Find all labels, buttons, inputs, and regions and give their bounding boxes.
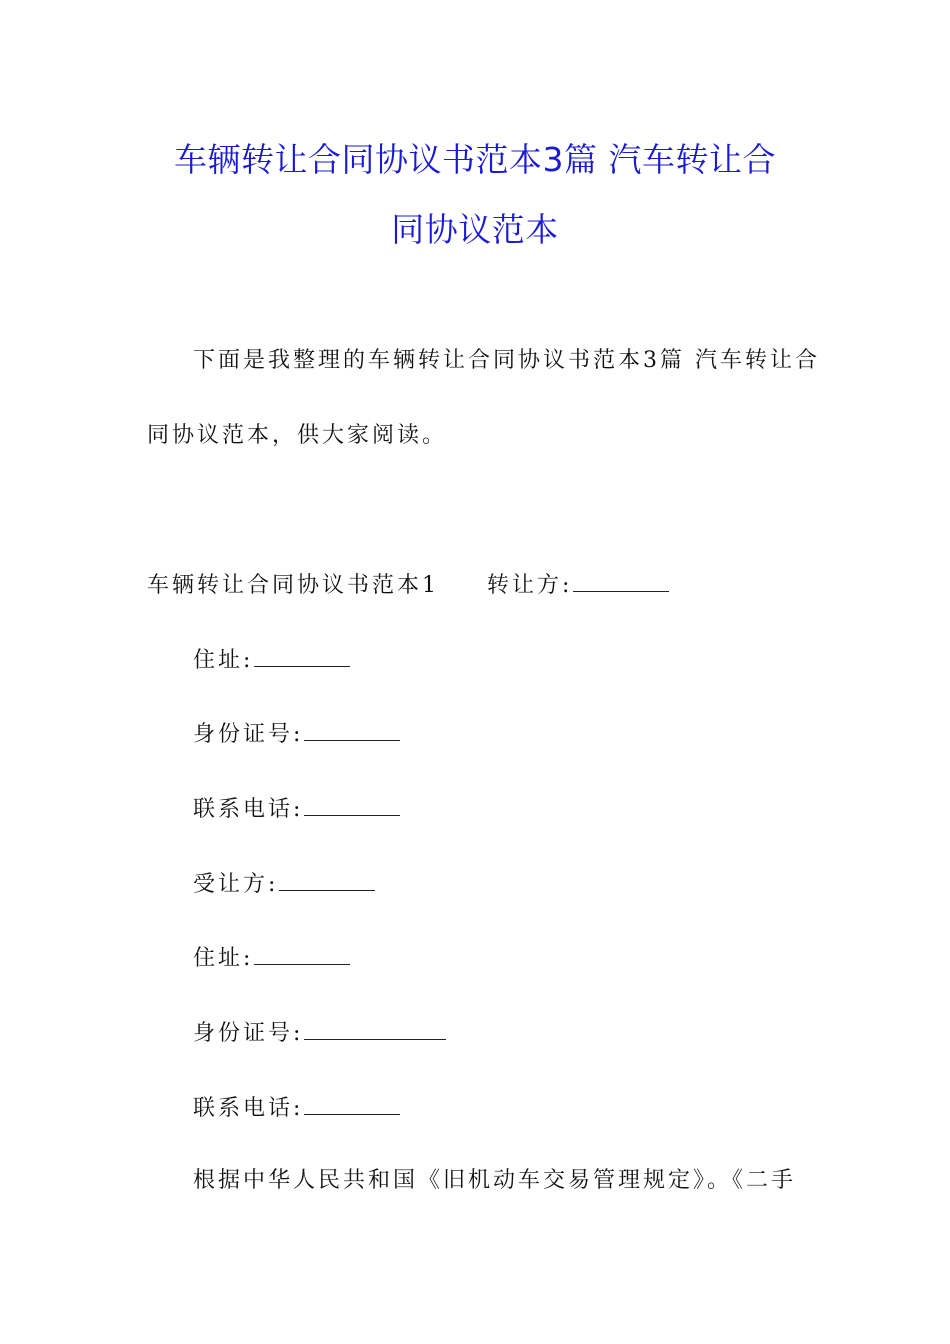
intro-paragraph-line-1: 下面是我整理的车辆转让合同协议书范本3篇 汽车转让合	[193, 348, 820, 373]
transferor-id-label: 身份证号:	[193, 722, 304, 747]
document-title-line-1: 车辆转让合同协议书范本3篇 汽车转让合	[174, 140, 776, 179]
transferee-address-label: 住址:	[193, 946, 254, 971]
transferee-address-blank	[254, 942, 350, 965]
section-1-heading-row	[147, 569, 669, 601]
transferee-id-blank	[304, 1017, 446, 1040]
transferor-address-blank	[254, 644, 350, 667]
transferee-phone-label: 联系电话:	[193, 1096, 304, 1121]
transferor-phone-label: 联系电话:	[193, 797, 304, 822]
document-title-line-2: 同协议范本	[391, 210, 559, 249]
transferor-phone-blank	[304, 793, 400, 816]
transferor-id-blank	[304, 718, 400, 741]
transferor-address-label: 住址:	[193, 648, 254, 673]
transferor-blank	[573, 569, 669, 592]
transferee-blank	[279, 868, 375, 891]
transferor-label: 转让方:	[487, 573, 573, 598]
transferor-id-row	[193, 718, 400, 750]
transferee-id-label: 身份证号:	[193, 1021, 304, 1046]
section-1-heading: 车辆转让合同协议书范本1	[147, 573, 439, 598]
transferor-phone-row	[193, 793, 400, 825]
transferee-phone-row	[193, 1092, 400, 1124]
transferee-phone-blank	[304, 1092, 400, 1115]
transferor-address-row	[193, 644, 350, 676]
body-paragraph-line-1: 根据中华人民共和国《旧机动车交易管理规定》。《二手	[193, 1168, 797, 1193]
intro-paragraph-line-2: 同协议范本，供大家阅读。	[147, 423, 448, 448]
transferee-address-row	[193, 942, 350, 974]
transferee-label: 受让方:	[193, 872, 279, 897]
transferee-row	[193, 868, 375, 900]
transferee-id-row	[193, 1017, 446, 1049]
